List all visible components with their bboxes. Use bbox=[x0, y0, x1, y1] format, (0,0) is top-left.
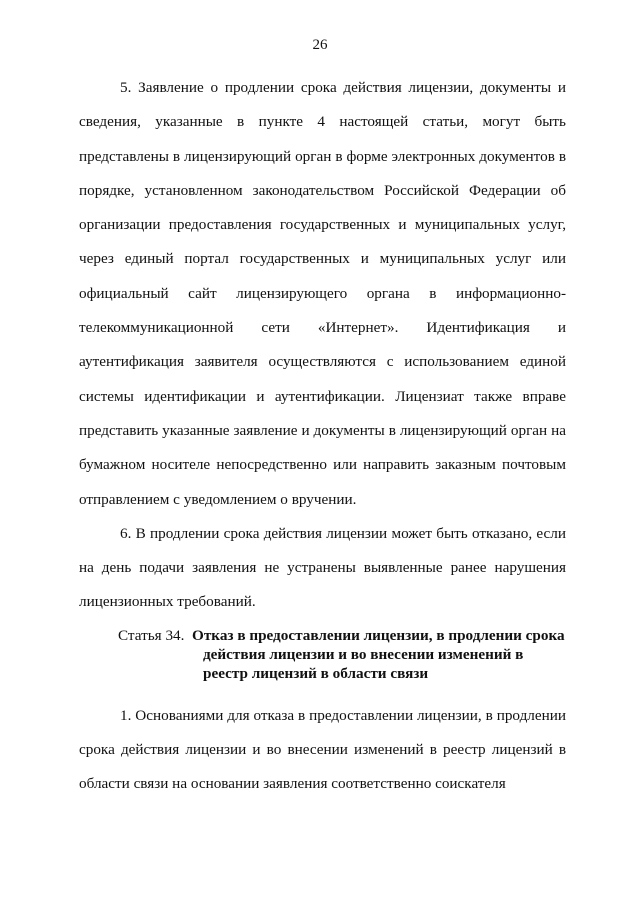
page-number: 26 bbox=[312, 37, 328, 53]
paragraph-6: 6. В продлении срока действия лицензии может быть отказано, если на день подачи заявления не устранены выявленные ранее нарушения лицензионных требований. bbox=[79, 524, 566, 611]
article-label: Статья 34. bbox=[118, 626, 185, 644]
paragraph-1: 1. Основаниями для отказа в предоставлении лицензии, в продлении срока действия лицензии и во внесении изменений в реестр лицензий в области связи на основании заявления соответственно соискателя bbox=[79, 706, 566, 793]
article-heading bbox=[79, 626, 566, 683]
document-body bbox=[79, 71, 566, 802]
article-title: Отказ в предоставлении лицензии, в продлении срока действия лицензии и во внесении изменений в реестр лицензий в области связи bbox=[192, 626, 565, 682]
paragraph-5: 5. Заявление о продлении срока действия лицензии, документы и сведения, указанные в пункте 4 настоящей статьи, могут быть представлены в лицензирующий орган в форме электронных документов в порядке, установленном законодательством Российской Федерации об организации предоставления государственных и муниципальных услуг, через единый портал государственных и муниципальных услуг или официальный сайт лицензирующего органа в информационно-телекоммуникационной сети «Интернет». Идентификация и аутентификация заявителя осуществляются с использованием единой системы идентификации и аутентификации. Лицензиат также вправе представить указанные заявление и документы в лицензирующий орган на бумажном носителе непосредственно или направить заказным почтовым отправлением с уведомлением о вручении. bbox=[79, 79, 566, 508]
